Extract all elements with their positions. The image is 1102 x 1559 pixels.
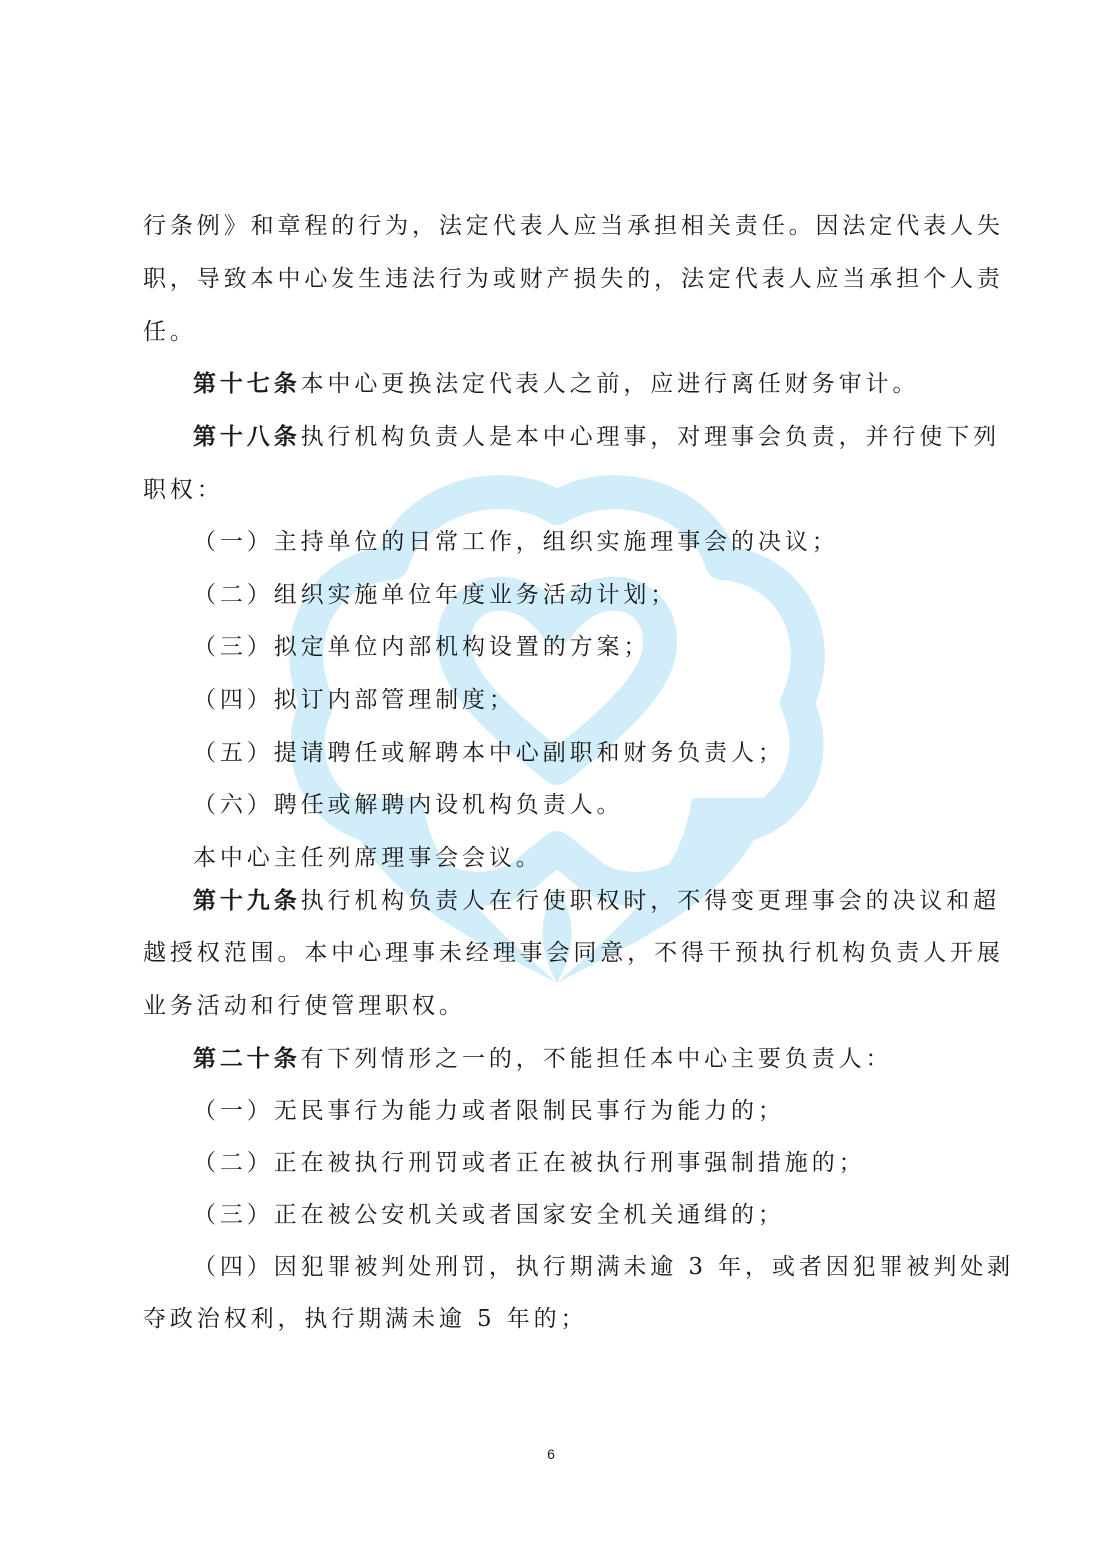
article-17-text: 本中心更换法定代表人之前，应进行离任财务审计。: [300, 371, 920, 397]
article-17-label: 第十七条: [193, 370, 301, 397]
paragraph-line: 职权：: [143, 477, 224, 503]
paragraph-line: 职，导致本中心发生违法行为或财产损失的，法定代表人应当承担个人责: [143, 266, 1004, 292]
list-item: （五）提请聘任或解聘本中心副职和财务负责人；: [193, 740, 785, 766]
list-item: （一）无民事行为能力或者限制民事行为能力的；: [193, 1098, 785, 1124]
list-item: （六）聘任或解聘内设机构负责人。: [193, 792, 624, 818]
article-19: [193, 886, 1001, 916]
article-18-label: 第十八条: [193, 423, 301, 450]
article-20-text: 有下列情形之一的，不能担任本中心主要负责人：: [300, 1046, 893, 1072]
article-20: [193, 1044, 973, 1074]
article-17: [193, 369, 973, 399]
list-item: （二）正在被执行刑罚或者正在被执行刑事强制措施的；: [193, 1150, 866, 1176]
list-item: （四）拟订内部管理制度；: [193, 687, 516, 713]
article-18-text: 执行机构负责人是本中心理事，对理事会负责，并行使下列: [300, 424, 1001, 450]
list-item: （二）组织实施单位年度业务活动计划；: [193, 582, 678, 608]
paragraph-line: 越授权范围。本中心理事未经理事会同意，不得干预执行机构负责人开展: [143, 940, 1004, 966]
list-item: （三）正在被公安机关或者国家安全机关通缉的；: [193, 1202, 785, 1228]
list-item: （三）拟定单位内部机构设置的方案；: [193, 634, 651, 660]
article-19-text: 执行机构负责人在行使职权时，不得变更理事会的决议和超: [300, 888, 1001, 914]
paragraph-line: 本中心主任列席理事会会议。: [193, 845, 543, 871]
paragraph-line: 业务活动和行使管理职权。: [143, 993, 466, 1019]
paragraph-line: 夺政治权利，执行期满未逾 5 年的；: [143, 1306, 588, 1332]
paragraph-line: 行条例》和章程的行为，法定代表人应当承担相关责任。因法定代表人失: [143, 213, 1004, 239]
article-19-label: 第十九条: [193, 887, 301, 914]
article-20-label: 第二十条: [193, 1045, 301, 1072]
list-item: （一）主持单位的日常工作，组织实施理事会的决议；: [193, 529, 839, 555]
page-number: 6: [547, 1446, 555, 1462]
paragraph-line: 任。: [143, 319, 197, 345]
list-item: （四）因犯罪被判处刑罚，执行期满未逾 3 年，或者因犯罪被判处剥: [193, 1254, 1015, 1280]
article-18: [193, 422, 1001, 452]
